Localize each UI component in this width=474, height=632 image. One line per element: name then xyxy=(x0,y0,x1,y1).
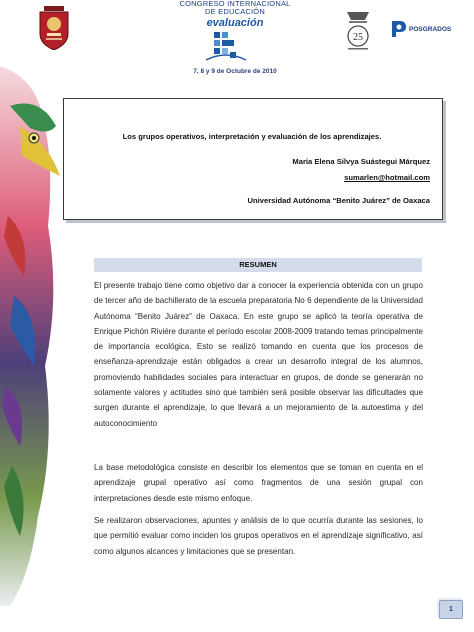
anniversary-logo xyxy=(343,8,373,52)
author-email-link[interactable]: sumarlen@hotmail.com xyxy=(344,173,430,182)
svg-text:POSGRADOS: POSGRADOS xyxy=(409,26,452,33)
abstract-paragraph-3: Se realizaron observaciones, apuntes y análisis de lo que ocurría durante las sesiones, lo que permitió evaluar como inciden los grupos operativos en el aprendizaje significativo, así como algunos alcances y limitaciones que se presentan. xyxy=(94,516,423,556)
conference-emblem-icon xyxy=(204,30,248,62)
page-number: 1 xyxy=(439,600,463,619)
conference-subtitle: evaluación xyxy=(206,17,264,29)
conference-title-line2: DE EDUCACIÓN xyxy=(205,7,265,16)
abstract-paragraph-1: El presente trabajo tiene como objetivo dar a conocer la experiencia obtenida con un grupo de tercer año de bachillerato de la escuela preparatoria No 6 dependiente de la Universidad Autónoma “Benito Juárez” de Oaxaca. En este grupo se aplicó la teoría operativa de Enrique Pichón Riviére durante el período escolar 2008-2009 tratando temas principalmente de importancia ecológica. Esto se realizó tomando en cuenta que los procesos de enseñanza-aprendizaje están obligados a crear un desarrollo integral de los alumnos, promoviendo habilidades sociales para interactuar en grupos, de donde se generarán no solamente valores y actitudes sino que también será posible observar las dificultades que surgen durante el aprendizaje, lo que llevará a un mejoramiento de la autoestima y del autoconocimiento xyxy=(94,281,423,428)
svg-text:25: 25 xyxy=(353,32,363,43)
section-heading-resumen: RESUMEN xyxy=(94,258,422,272)
conference-title-line1: CONGRESO INTERNACIONAL xyxy=(179,0,291,8)
abstract-paragraph-2: La base metodológica consiste en describir los elementos que se toman en cuenta en el aprendizaje grupal operativo así como fragmentos de una sesión grupal con interpretaciones desde este mismo enfoque. xyxy=(94,463,423,503)
posgrados-logo xyxy=(390,19,452,39)
university-shield-logo xyxy=(38,6,70,50)
paper-title: Los grupos operativos, interpretación y evaluación de los aprendizajes. xyxy=(122,132,382,141)
conference-title xyxy=(160,0,310,16)
author-name: María Elena Silvya Suástegui Márquez xyxy=(292,157,430,166)
decorative-illustration xyxy=(0,66,62,606)
author-affiliation: Universidad Autónoma “Benito Juárez” de Oaxaca xyxy=(247,196,430,205)
conference-dates: 7, 8 y 9 de Octubre de 2010 xyxy=(193,68,277,75)
